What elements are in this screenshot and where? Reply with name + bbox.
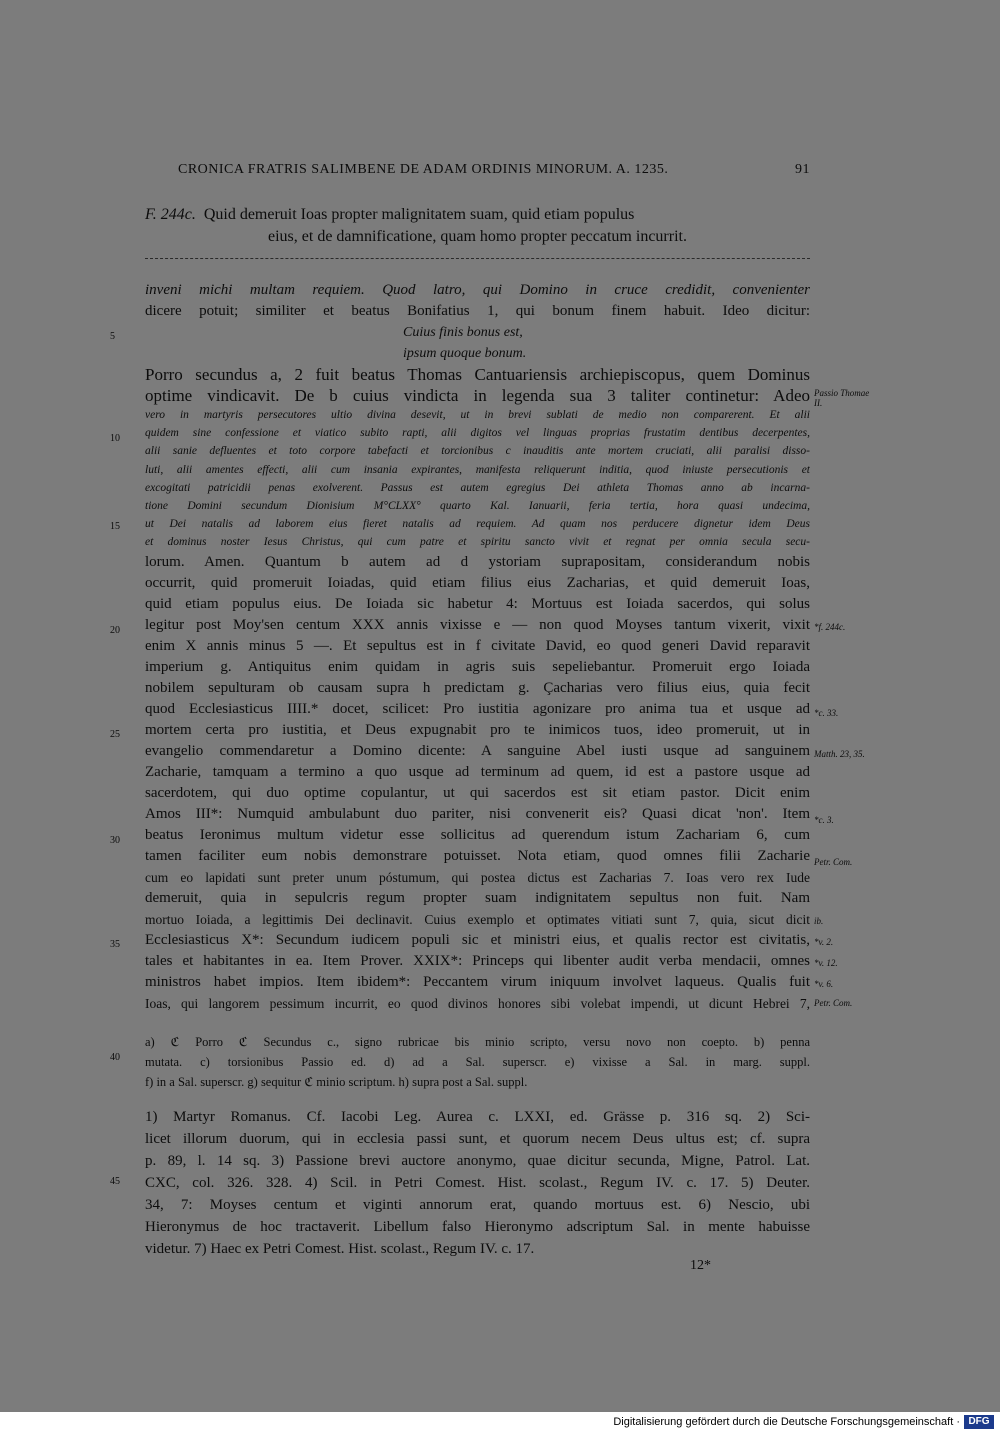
footnote-line: videtur. 7) Haec ex Petri Comest. Hist. scolast., Regum IV. c. 17. — [145, 1241, 535, 1257]
dfg-logo: DFG — [964, 1415, 994, 1429]
verse-line: Cuius finis bonus est, — [403, 325, 523, 340]
margin-note: Matth. 23, 35. — [814, 749, 865, 759]
line-number: 20 — [110, 625, 120, 636]
footnote-line: CXC, col. 326. 328. 4) Scil. in Petri Comest. Hist. scolast., Regum IV. c. 17. 5) Deuter. — [145, 1175, 810, 1191]
text-line: quod Ecclesiasticus IIII.* docet, scilicet: Pro iustitia agonizare pro anima tua et usque ad — [145, 700, 810, 717]
margin-note: Petr. Com. — [814, 857, 853, 867]
line-number: 35 — [110, 939, 120, 950]
text-line: quid etiam populus eius. De Ioiada sic habetur 4: Mortuus est Ioiada sacerdos, qui solus — [145, 595, 810, 612]
text-line: legitur post Moy'sen centum XXX annis vixisse e — non quod Moyses tantum vixerit, vixit — [145, 616, 810, 633]
quote-line: quidem sine confessione et viatico subito rapti, alii digitos vel linguas proprias frustatim dentibus decerpentes, — [145, 427, 810, 440]
text-line: inveni michi multam requiem. Quod latro, qui Domino in cruce credidit, convenienter — [145, 282, 810, 298]
text-line: mortem certa pro iustitia, et Deus expugnabit pro te inimicos tuos, ideo promeruit, ut in — [145, 721, 810, 738]
line-number: 30 — [110, 835, 120, 846]
text-line: Zacharie, tamquam a termino a quo usque ad terminum ad quem, id est a pastore usque ad — [145, 763, 810, 780]
line-number: 25 — [110, 729, 120, 740]
line-number: 10 — [110, 433, 120, 444]
text-line: cum eo lapidati sunt preter unum póstumum, qui postea dictus est Zacharias 7. Ioas vero rex Iude — [145, 869, 810, 885]
line-number: 5 — [110, 331, 115, 342]
running-title: CRONICA FRATRIS SALIMBENE DE ADAM ORDINIS MINORUM. A. 1235. — [178, 162, 669, 177]
margin-note: *c. 33. — [814, 708, 839, 718]
funding-credit: Digitalisierung gefördert durch die Deutsche Forschungsgemeinschaft · — [613, 1416, 960, 1428]
signature-mark: 12* — [690, 1258, 711, 1273]
text-line: Ioas, qui langorem pessimum incurrit, eo quod divinos honores sibi volebat impendi, ut dicunt Hebrei 7, — [145, 995, 810, 1011]
quote-line: et dominus noster Iesus Christus, qui cum patre et spiritu sancto vivit et regnat per omnia secula secu- — [145, 536, 810, 549]
quote-line: vero in martyris persecutores ultio divina desevit, ut in brevi sublati de medio non comparerent. Et alii — [145, 409, 810, 421]
quote-line: luti, alii amentes effecti, alii cum insania expirantes, manifesta reliquerunt inditia, quod iniuste persecutionis et — [145, 463, 810, 476]
critical-apparatus — [145, 1032, 810, 1092]
text-line: mortuo Ioiada, a legittimis Dei declinavit. Cuius exemplo et optimates vitiati sunt 7, quia, sicut dicit — [145, 911, 810, 927]
margin-note: Petr. Com. — [814, 998, 853, 1008]
text-line: dicere potuit; similiter et beatus Bonifatius 1, qui bonum finem habuit. Ideo dicitur: — [145, 303, 810, 319]
text-line: Amos III*: Numquid ambulabunt duo pariter, nisi convenerit eis? Quasi dicat 'non'. Item — [145, 805, 810, 822]
page-number: 91 — [795, 162, 810, 177]
margin-note: *c. 3. — [814, 815, 834, 825]
text-line: enim X annis minus 5 —. Et sepultus est in f civitate David, eo quod generi David reparavit — [145, 637, 810, 654]
margin-note: *v. 12. — [814, 958, 838, 968]
text-line: sacerdotem, qui duo optime copulantur, ut qui sacerdos est sit etiam pastor. Dicit enim — [145, 784, 810, 801]
verse-line: ipsum quoque bonum. — [403, 346, 527, 361]
text-line: lorum. Amen. Quantum b autem ad d ystoriam suprapositam, considerandum nobis — [145, 553, 810, 570]
apparatus-line: mutata. c) torsionibus Passio ed. d) ad a Sal. superscr. e) vixisse a Sal. in marg. suppl. — [145, 1055, 810, 1069]
text-line: ministros habet impios. Item ibidem*: Peccantem virum iniquum involvet laqueus. Qualis fuit — [145, 973, 810, 990]
main-text — [145, 280, 810, 1014]
footnote-line: p. 89, l. 14 sq. 3) Passione brevi auctore anonymo, quae dicitur secunda, Migne, Patrol. Lat. — [145, 1153, 810, 1169]
quote-line: ut Dei natalis ad laborem eius fieret natalis ad requiem. Ad quam nos perducere dignetur idem Deus — [145, 518, 810, 531]
text-line: nobilem sepulturam ob causam supra h predictam g. Çacharias vero filius eius, quia fecit — [145, 679, 810, 696]
footnote-line: 34, 7: Moyses centum et viginti annorum erat, quando mortuus est. 6) Nescio, ubi — [145, 1197, 810, 1213]
apparatus-line: a) ℭ Porro ℭ Secundus c., signo rubricae bis minio scripto, versu novo non coepto. b) penna — [145, 1035, 810, 1049]
margin-note: *v. 2. — [814, 937, 834, 947]
header-divider — [145, 258, 810, 259]
footnotes — [145, 1106, 810, 1260]
text-line: occurrit, quid promeruit Ioiadas, quid etiam filius eius Zacharias, et quid demeruit Ioas, — [145, 574, 810, 591]
footnote-line: 1) Martyr Romanus. Cf. Iacobi Leg. Aurea c. LXXI, ed. Grässe p. 316 sq. 2) Sci- — [145, 1109, 810, 1125]
text-line: imperium g. Antiquitus enim quidam in agris suis sepeliebantur. Promeruit ergo Ioiada — [145, 658, 810, 675]
text-line: tales et habitantes in ea. Item Prover. XXIX*: Princeps qui libenter audit verba mendacii, omnes — [145, 952, 810, 969]
folio-ref: F. 244c. — [145, 206, 196, 223]
line-number: 15 — [110, 521, 120, 532]
margin-note: *f. 244c. — [814, 622, 846, 632]
footnote-line: licet illorum duorum, qui in ecclesia passi sunt, et quorum necem Deus ultus est; cf. supra — [145, 1131, 810, 1147]
heading-line-2: eius, et de damnificatione, quam homo propter peccatum incurrit. — [268, 228, 687, 245]
apparatus-line: f) in a Sal. superscr. g) sequitur ℭ minio scriptum. h) supra post a Sal. suppl. — [145, 1075, 528, 1089]
text-line: tamen faciliter eum nobis demonstrare potuisset. Nota etiam, quod omnes filii Zacharie — [145, 847, 810, 864]
footnote-line: Hieronymus de hoc tractaverit. Libellum falso Hieronymo adscriptum Sal. in mente habuisse — [145, 1219, 810, 1235]
text-line: demeruit, quia in sepulcris regum propter suam indignitatem sepultus non fuit. Nam — [145, 889, 810, 906]
heading-line-1: Quid demeruit Ioas propter malignitatem suam, quid etiam populus — [203, 206, 635, 223]
quote-line: tione Domini secundum Dionisium M°CLXX° quarto Kal. Ianuarii, feria tertia, hora quasi undecima, — [145, 499, 810, 512]
quote-line: excogitati patricidii penas exolverent. Passus est autem egregius Dei athleta Thomas anno ab incarna- — [145, 481, 810, 494]
quote-line: alii sanie defluentes et toto corpore tabefacti et torcionibus c inauditis ante mortem cruciati, alii paralisi disso- — [145, 445, 810, 458]
text-line: optime vindicavit. De b cuius vindicta in legenda sua 3 taliter continetur: Adeo — [145, 386, 810, 405]
running-header — [178, 162, 810, 178]
text-line: Ecclesiasticus X*: Secundum iudicem populi sic et ministri eius, et qualis rector est civitatis, — [145, 931, 810, 948]
line-number: 45 — [110, 1176, 120, 1187]
chapter-heading — [145, 204, 810, 248]
margin-note: Passio Thomae II. — [814, 388, 870, 408]
line-number: 40 — [110, 1052, 120, 1063]
text-line: Porro secundus a, 2 fuit beatus Thomas Cantuariensis archiepiscopus, quem Dominus — [145, 365, 810, 384]
margin-note: ib. — [814, 916, 824, 926]
text-line: beatus Ieronimus multum videtur esse sollicitus ad querendum istum Zachariam 6, cum — [145, 826, 810, 843]
margin-note: *v. 6. — [814, 979, 834, 989]
text-line: evangelio commendaretur a Domino dicente: A sanguine Abel iusti usque ad sanguinem — [145, 742, 810, 759]
footer-bar — [0, 1412, 1000, 1434]
